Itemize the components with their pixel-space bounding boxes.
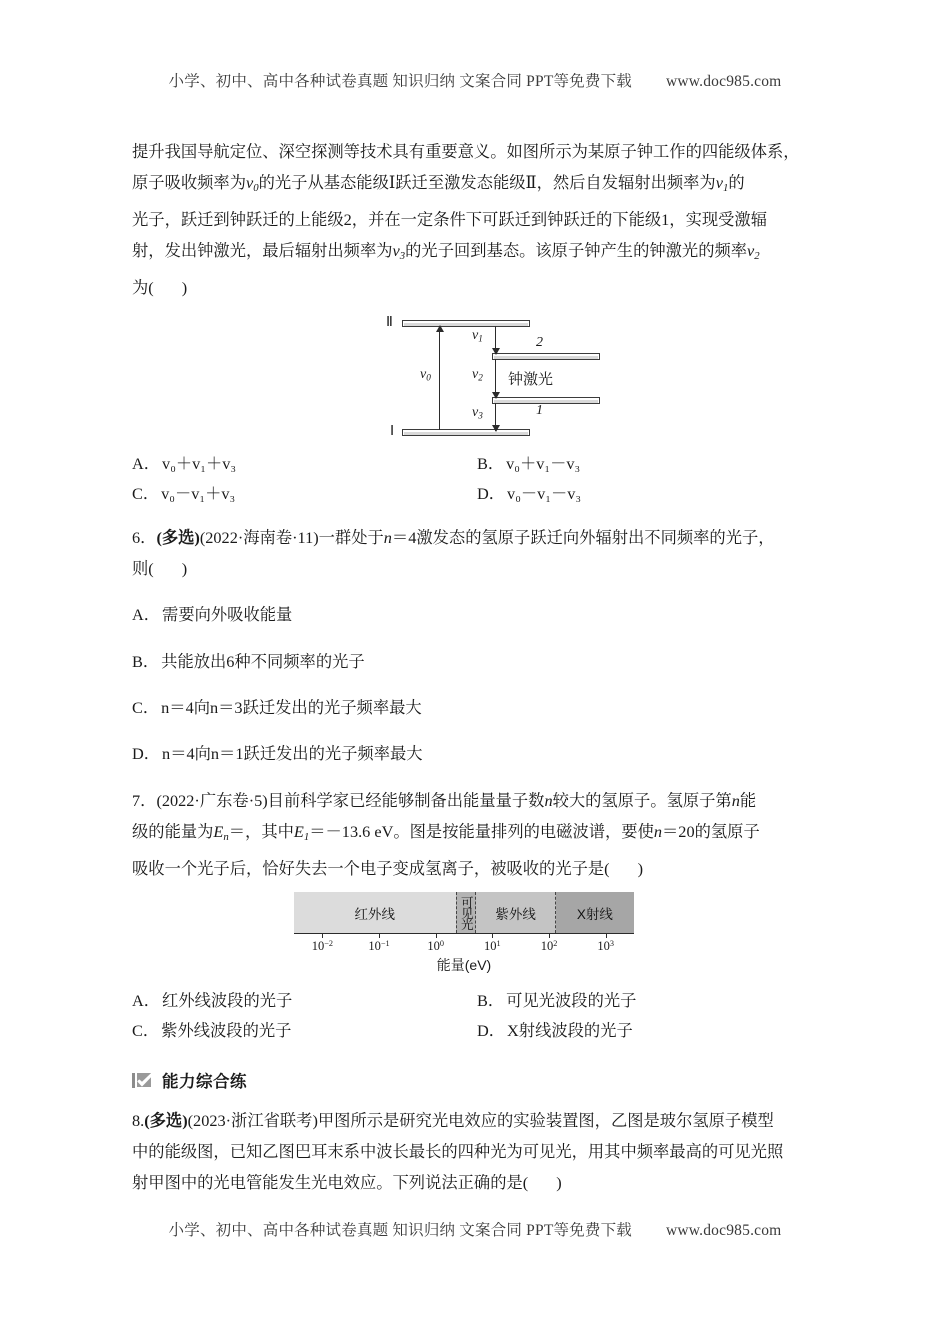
axis-tick-label: $10^1$ [484,939,501,954]
axis-tick [379,933,380,938]
q5-option-row-2 [132,479,822,509]
spectrum-band-可见光 [456,892,477,933]
transition-label-v0: $v_0$ [420,367,431,383]
q5-v0: v [245,173,254,192]
energy-level-bar-1 [492,397,600,404]
question-8-block [132,1105,822,1198]
transition-label-v1: $v_1$ [472,328,483,344]
running-footer-url: www.doc985.com [665,1222,782,1239]
energy-level-label-1: 1 [536,403,543,418]
spectrum-band-X射线 [556,892,634,933]
q8-source: (2023·浙江省联考) [187,1111,318,1131]
q5-l4-a: 射，发出钟激光，最后辐射出频率为 [132,241,393,260]
q8-multi-tag: (多选) [144,1111,188,1131]
question-7-block [132,785,822,1046]
q5-v0-sub: 0 [253,182,259,194]
arrowhead-down-icon [492,425,500,432]
energy-level-figure [132,311,822,443]
q7-option-row-2 [132,1016,822,1046]
q5-l2-b: 的光子从基态能级Ⅰ跃迁至激发态能级Ⅱ，然后自发辐射出频率为 [258,173,716,192]
axis-tick-label: $10^0$ [427,939,444,954]
q7-option-row-1 [132,986,822,1016]
q5-options [132,449,822,509]
q7-option-B[interactable]: B． 可见光波段的光子 [477,991,637,1011]
transition-arrow-v3 [495,403,496,431]
question-6-block [132,522,822,769]
q5-option-B[interactable]: B． v₀＋v₁－v₃ [477,454,581,473]
q8-line-1: 8.(多选)(2023·浙江省联考)甲图所示是研究光电效应的实验装置图，乙图是玻尔氢原子模型 [132,1111,774,1131]
spectrum-band-紫外线 [476,892,555,933]
energy-level-label-II: Ⅱ [386,315,393,330]
q8-number: 8. [132,1111,145,1131]
running-header-url: www.doc985.com [665,73,782,90]
q5-v3: v [392,241,400,260]
axis-title-energy: 能量(eV) [436,957,492,974]
axis-tick [606,933,607,938]
arrowhead-down-icon [492,392,500,399]
q5-l5-open: 为( [132,278,154,297]
spectrum-band-label: 可见光 [459,896,474,930]
q5-v2: v [747,241,755,260]
energy-level-bar-II [402,320,530,327]
page-content [132,136,822,1198]
q6-stem-line-2: 则( ) [132,559,188,578]
em-spectrum-bar [294,892,634,933]
section-header-ability-practice [132,1068,822,1092]
spectrum-band-红外线 [294,892,456,933]
q6-stem-line-1: 6．(多选)(2022·海南卷·11)一群处于n＝4激发态的氢原子跃迁向外辐射出不同频率的光子， [132,528,775,547]
spectrum-band-label: 红外线 [354,906,395,922]
q5-line-1: 提升我国导航定位、深空探测等技术具有重要意义。如图所示为某原子钟工作的四能级体系， [132,142,800,161]
transition-arrow-v2 [495,359,496,398]
q8-line-2: 中的能级图，已知乙图巴耳末系中波长最长的四种光为可见光，用其中频率最高的可见光照 [132,1142,784,1162]
arrowhead-up-icon [436,325,444,332]
q5-v2-sub: 2 [754,250,760,262]
q7-option-D[interactable]: D． X射线波段的光子 [477,1021,633,1041]
axis-tick-label: $10^{-1}$ [368,939,390,954]
em-spectrum-figure [132,892,822,980]
q5-l4-b: 的光子回到基态。该原子钟产生的钟激光的频率 [405,241,748,260]
energy-level-label-I: Ⅰ [390,424,395,439]
running-footer-text: 小学、初中、高中各种试卷真题 知识归纳 文案合同 PPT等免费下载 [168,1222,632,1239]
q5-l5-close: ) [181,278,188,297]
axis-tick [549,933,550,938]
arrowhead-down-icon [492,348,500,355]
axis-tick [322,933,323,938]
transition-arrow-v1 [495,326,496,354]
q5-v1: v [715,173,723,192]
spectrum-band-label: 紫外线 [495,906,536,922]
q5-line-5 [132,272,822,303]
q6-option-C[interactable]: C． n＝4向n＝3跃迁发出的光子频率最大 [132,697,422,717]
q6-number: 6． [132,528,157,547]
q8-line-3: 射甲图中的光电管能发生光电效应。下列说法正确的是( ) [132,1173,562,1193]
q7-option-C[interactable]: C． 紫外线波段的光子 [132,1021,292,1041]
q6-source: (2022·海南卷·11) [199,528,319,547]
energy-level-label-2: 2 [536,335,543,350]
q7-option-A[interactable]: A． 红外线波段的光子 [132,991,293,1011]
axis-line [294,933,634,934]
check-mark-icon [132,1072,155,1089]
axis-tick [436,933,437,938]
axis-tick-label: $10^2$ [540,939,558,954]
q7-line-2: 级的能量为$E_n=$，其中$E_1=-13.6$ eV。图是按能量排列的电磁波谱，要使n＝20的氢原子 [132,822,760,844]
energy-level-bar-I [402,429,530,436]
axis-tick [492,933,493,938]
q5-option-A[interactable]: A． v₀＋v₁＋v₃ [132,454,237,473]
question-5-block [132,136,822,509]
running-header-text: 小学、初中、高中各种试卷真题 知识归纳 文案合同 PPT等免费下载 [168,73,632,90]
q7-source: (2022·广东卷·5) [156,791,268,811]
transition-arrow-v0 [439,326,440,430]
running-footer [0,1218,950,1240]
q7-line-1: 7．(2022·广东卷·5)目前科学家已经能够制备出能量量子数n较大的氢原子。氢原子第n能 [132,791,757,811]
section-title: 能力综合练 [162,1073,247,1092]
q5-line-2 [132,167,822,204]
q6-option-A[interactable]: A． 需要向外吸收能量 [132,605,293,625]
q6-option-B[interactable]: B． 共能放出6种不同频率的光子 [132,651,365,671]
q5-v1-sub: 1 [722,182,729,194]
q7-number: 7． [132,791,157,811]
transition-label-v2: $v_2$ [472,367,483,383]
energy-level-stage [384,311,614,443]
em-spectrum-chart [294,892,634,974]
q5-option-D[interactable]: D． v₀－v₁－v₃ [477,484,582,503]
q5-v3-sub: 3 [399,250,406,262]
axis-tick-label: $10^{-2}$ [311,939,333,954]
q5-l2-c: 的 [728,173,745,192]
q5-l2-a: 原子吸收频率为 [132,173,246,192]
spectrum-band-label: X射线 [576,906,613,922]
clock-laser-annotation: 钟激光 [508,371,554,388]
q6-multi-tag: (多选) [156,528,200,547]
q5-option-row-1 [132,449,822,479]
q6-option-D[interactable]: D． n＝4向n＝1跃迁发出的光子频率最大 [132,744,423,764]
energy-level-bar-2 [492,353,600,360]
running-header [0,69,950,91]
q5-line-4 [132,235,822,272]
q5-option-C[interactable]: C． v₀－v₁＋v₃ [132,484,236,503]
q5-line-3: 光子，跃迁到钟跃迁的上能级2，并在一定条件下可跃迁到钟跃迁的下能级1，实现受激辐 [132,210,767,229]
em-spectrum-axis [294,933,634,974]
q7-line-3: 吸收一个光子后，恰好失去一个电子变成氢离子，被吸收的光子是( ) [132,859,644,879]
q7-options [132,986,822,1046]
axis-tick-label: $10^3$ [597,939,614,954]
transition-label-v3: $v_3$ [472,405,483,421]
